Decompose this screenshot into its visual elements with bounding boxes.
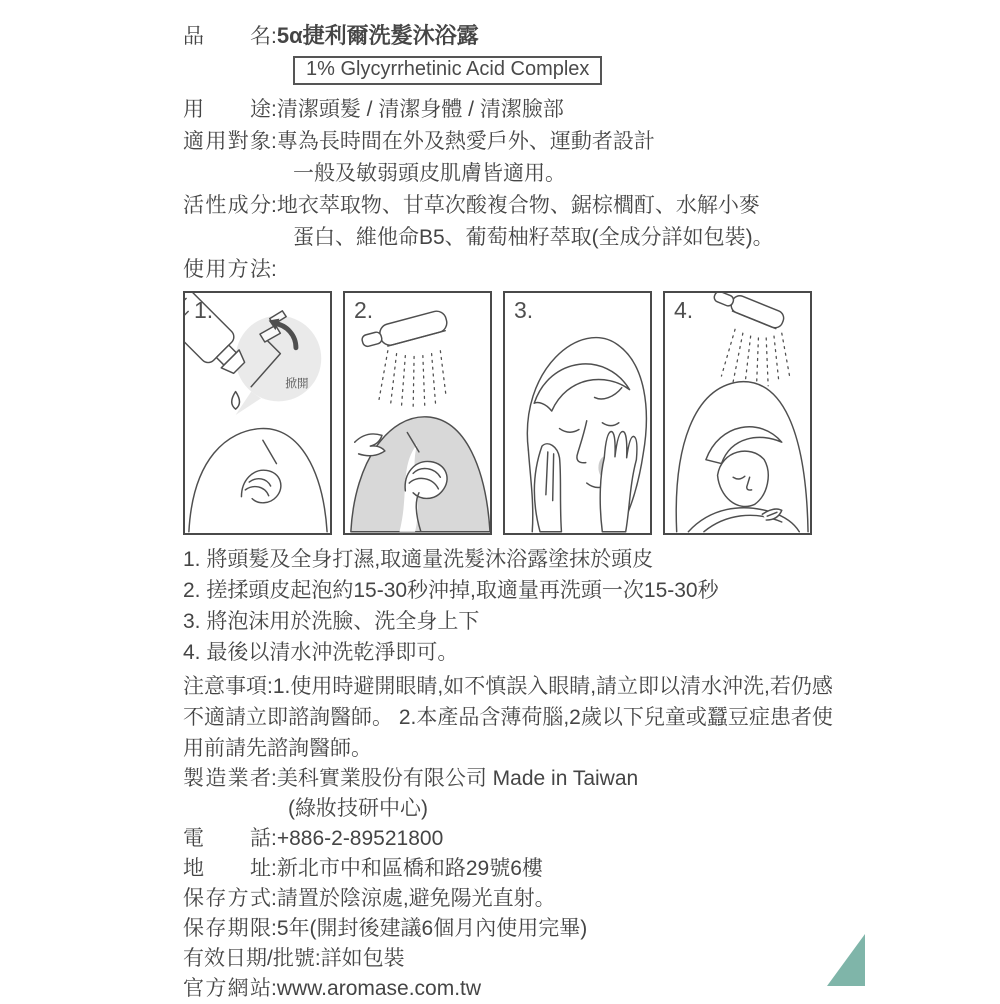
colon: :	[271, 767, 277, 790]
actives-value-line1: 地衣萃取物、甘草次酸複合物、鋸棕櫚酊、水解小麥	[276, 194, 760, 217]
field-label: 官方網站	[183, 977, 271, 1000]
field-label: 注意事項	[183, 675, 267, 698]
manufacturer-name: 美科實業股份有限公司 Made in Taiwan	[276, 767, 639, 790]
field-label: 適用對象	[183, 130, 271, 153]
manufacturer-sub: (綠妝技研中心)	[288, 797, 428, 820]
field-usage	[183, 94, 845, 126]
usage-value: 清潔頭髮 / 清潔身體 / 清潔臉部	[276, 98, 564, 121]
complex-badge: 1% Glycyrrhetinic Acid Complex	[293, 56, 602, 85]
colon: :	[271, 130, 277, 153]
usage-panel-2	[343, 291, 492, 535]
field-manufacturer	[183, 764, 845, 794]
field-address	[183, 854, 845, 884]
field-label: 保存方式	[183, 887, 271, 910]
panel-number: 4.	[674, 297, 694, 323]
colon: :	[271, 827, 277, 850]
colon: :	[271, 258, 277, 281]
phone-number: +886-2-89521800	[276, 827, 444, 850]
wash-face-illustration-icon	[505, 293, 650, 533]
field-product-name	[183, 20, 845, 53]
target-value-line2: 一般及敏弱頭皮肌膚皆適用。	[293, 162, 566, 185]
colon: :	[271, 25, 277, 48]
panel-number: 2.	[354, 297, 374, 323]
product-info-sheet	[183, 20, 845, 1004]
field-actives	[183, 190, 845, 222]
usage-step-4: 4. 最後以清水沖洗乾淨即可。	[183, 641, 459, 664]
usage-step-3: 3. 將泡沫用於洗臉、洗全身上下	[183, 610, 480, 633]
usage-panel-4	[663, 291, 812, 535]
field-usage-method	[183, 254, 845, 286]
rinse-hair-illustration-icon	[665, 293, 810, 533]
colon: :	[267, 675, 273, 698]
manufacturer-contact-block	[183, 764, 845, 1004]
website-url: www.aromase.com.tw	[276, 977, 482, 1000]
field-label: 製造業者	[183, 767, 271, 790]
field-label: 使用方法	[183, 258, 271, 281]
notice-paragraph	[183, 671, 845, 764]
complex-badge-row	[293, 56, 845, 85]
usage-panel-3	[503, 291, 652, 535]
colon: :	[271, 98, 277, 121]
colon: :	[271, 887, 277, 910]
usage-step-2: 2. 搓揉頭皮起泡約15-30秒沖掉,取適量再洗頭一次15-30秒	[183, 579, 719, 602]
flip-open-label: 掀開	[285, 377, 309, 391]
colon: :	[314, 947, 321, 970]
shower-wet-scalp-illustration-icon	[345, 293, 490, 533]
actives-value-line2: 蛋白、維他命B5、葡萄柚籽萃取(全成分詳如包裝)。	[293, 226, 774, 249]
usage-step-1: 1. 將頭髮及全身打濕,取適量洗髮沐浴露塗抹於頭皮	[183, 548, 654, 571]
usage-panel-1	[183, 291, 332, 535]
field-label: 地址	[183, 857, 271, 880]
colon: :	[271, 857, 277, 880]
colon: :	[271, 917, 277, 940]
field-label: 品名	[183, 25, 271, 48]
colon: :	[271, 977, 277, 1000]
field-storage	[183, 884, 845, 914]
usage-steps	[183, 544, 845, 668]
shelf-life-value: 5年(開封後建議6個月內使用完畢)	[276, 917, 588, 940]
field-target	[183, 126, 845, 158]
field-label: 電話	[183, 827, 271, 850]
address-value: 新北市中和區橋和路29號6樓	[276, 857, 543, 880]
field-label: 有效日期/批號	[183, 947, 315, 970]
field-label: 保存期限	[183, 917, 271, 940]
panel-number: 1.	[194, 297, 214, 323]
storage-value: 請置於陰涼處,避免陽光直射。	[276, 887, 556, 910]
target-value-line1: 專為長時間在外及熱愛戶外、運動者設計	[276, 130, 655, 153]
expiry-value: 詳如包裝	[320, 947, 405, 970]
bottle-flip-open-apply-scalp-illustration-icon	[185, 293, 330, 533]
colon: :	[271, 194, 277, 217]
field-shelf-life	[183, 914, 845, 944]
product-name: 5α捷利爾洗髮沐浴露	[276, 23, 479, 48]
panel-number: 3.	[514, 297, 534, 323]
field-expiry	[183, 944, 845, 974]
notice-text: 1.使用時避開眼睛,如不慎誤入眼睛,請立即以清水沖洗,若仍感不適請立即諮詢醫師。 2.本產品含薄荷腦,2歲以下兒童或蠶豆症患者使用前請先諮詢醫師。	[183, 675, 833, 760]
field-label: 用途	[183, 98, 271, 121]
usage-panels	[183, 291, 845, 535]
field-label: 活性成分	[183, 194, 271, 217]
field-phone	[183, 824, 845, 854]
